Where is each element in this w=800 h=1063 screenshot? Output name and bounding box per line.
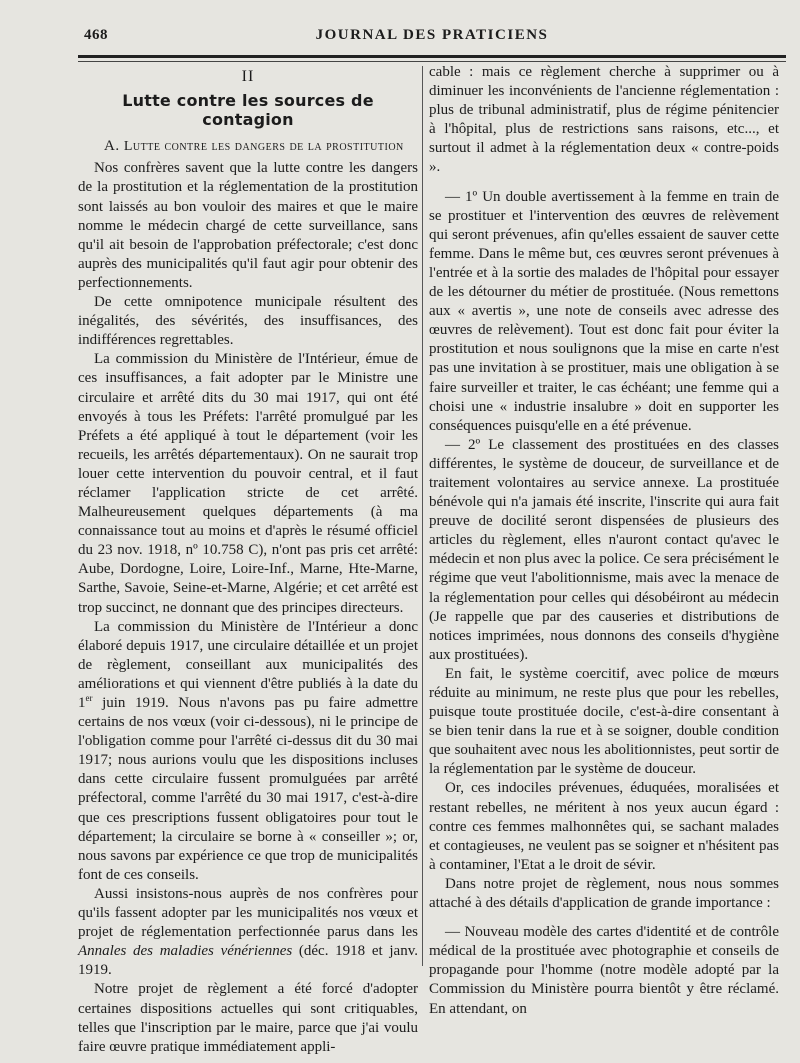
header-rule-thin <box>78 61 786 62</box>
subsection-heading <box>78 137 418 156</box>
paragraph: cable : mais ce règlement cherche à supprimer ou à diminuer les inconvénients de l'ancienne réglementation : plus de tribunal administratif, plus de régime pénitencier à l'hôpital, plus de restrictions sans raisons, etc..., et surtout il admet à la réglementation deux « contre-poids ». <box>429 64 779 176</box>
paragraph <box>78 885 418 980</box>
running-header <box>84 27 780 49</box>
spacer <box>429 178 779 188</box>
journal-title: JOURNAL DES PRATICIENS <box>315 27 549 43</box>
paragraph: Nos confrères savent que la lutte contre les dangers de la prostitution et la réglementation de la prostitution sont laissés au bon vouloir des maires et que le maire nomme le médecin chargé de cette surveillance, sans qu'il ait besoin de l'approbation préfectorale; c'est donc auprès des municipalités qu'il faut agir pour obtenir des perfectionnements. <box>78 160 418 291</box>
paragraph: — Nouveau modèle des cartes d'identité et de contrôle médical de la prostituée avec photographie et conseils de propagande pour l'homme (notre modèle adopté par la Commission du Ministère pourra bientôt y être réclamé. En attendant, on <box>429 924 779 1017</box>
paragraph: De cette omnipotence municipale résultent des inégalités, des sévérités, des insuffisances, des indifférences regrettables. <box>78 294 418 349</box>
section-title: Lutte contre les sources de contagion <box>122 91 374 130</box>
paragraph-text: Aussi insistons-nous auprès de nos confrères pour qu'ils fassent adopter par les municipalités nos vœux et projet de réglementation perfectionnée parus dans les <box>78 885 418 941</box>
paragraph-text: La commission du Ministère de l'Intérieur a donc élaboré depuis 1917, une circulaire détaillée et un projet de règlement, conseillant aux municipalités des améliorations et qui viennent d'être publiés à la date du 1 <box>78 618 418 711</box>
page-number: 468 <box>84 27 108 43</box>
paragraph <box>78 618 418 885</box>
ordinal-superscript: er <box>85 693 93 703</box>
paragraph-text: juin 1919. Nous n'avons pas pu faire admettre certains de nos vœux (voir ci-dessous), ni le principe de l'obligation comme pour l'arrêté ci-dessus dit du 30 mai 1917; nous aurions voulu que les dispositions incluses dans cette circulaire fussent promulguées par arrêté préfectoral, comme l'arrêté du 30 mai 1917, c'est-à-dire que ces prescriptions fussent obligatoires pour tout le département; la circulaire se borne à « conseiller »; or, nous savons par expérience ce que trop de municipalités font de ces conseils. <box>78 695 418 883</box>
header-rule <box>78 55 786 58</box>
right-column <box>429 63 779 1019</box>
paragraph: Dans notre projet de règlement, nous nous sommes attaché à des détails d'application de grande importance : <box>429 875 779 912</box>
journal-citation: Annales des maladies vénériennes <box>78 943 293 960</box>
paragraph: Notre projet de règlement a été forcé d'adopter certaines dispositions actuelles qui sont critiquables, telles que l'inscription par le maire, parce que j'ai voulu faire œuvre pratique immédiatement appli- <box>78 981 418 1055</box>
paragraph: La commission du Ministère de l'Intérieur, émue de ces insuffisances, a fait adopter par le Ministre une circulaire et arrêté dits du 30 mai 1917, qui ont été envoyés à tous les Préfets: l'arrêté promulgué par les Préfets a été appliqué à tout le département (voir les recueils, les arrêtés départementaux). On ne saurait trop louer cette intervention du pouvoir central, et il faut réclamer l'application stricte de cet arrêté. Malheureusement quelques départements (à ma connaissance tout au moins et d'après le résumé officiel du 23 nov. 1918, nº 10.758 C), n'ont pas pris cet arrêté: Aube, Dordogne, Loire, Loire-Inf., Marne, Hte-Marne, Sarthe, Savoie, Seine-et-Marne, Algérie; et cet arrêté est trop succinct, ne donnant que des principes directeurs. <box>78 351 418 616</box>
paragraph: Or, ces indociles prévenues, éduquées, moralisées et restant rebelles, ne méritent à nos yeux aucun égard : contre ces femmes malhonnêtes qui, se sachant malades et contagieuses, ne veulent pas se soigner et n'hésitent pas à contaminer, l'Etat a le droit de sévir. <box>429 780 779 873</box>
subsection-title: Lutte contre les dangers de la prostitution <box>123 139 404 155</box>
paragraph: — 1º Un double avertissement à la femme en train de se prostituer et l'intervention des œuvres de relèvement qui seront prévenues, afin qu'elles essaient de sauver cette femme. Dans le même but, ces œuvres seront prévenues à l'entrée et à la sortie des malades de l'hôpital pour essayer de les détourner du métier de prostituée. (Nous remettons aux « avertis », une note de conseils avec adresse des œuvres de relèvement). Tout est donc fait pour éviter la prostitution et nous soulignons que la mise en carte n'est pas une invitation à se prostituer, mais une obligation à se faire surveiller et traiter, le cas échéant; une femme qui a choisi une « industrie insalubre » doit en supporter les conséquences puisqu'elle en a été prévenue. <box>429 188 779 434</box>
section-number: II <box>241 68 255 85</box>
subsection-label: A. <box>104 138 120 155</box>
left-column <box>78 63 418 1057</box>
paragraph: — 2º Le classement des prostituées en des classes différentes, le système de douceur, de surveillance et de traitement volontaires au service annexe. La prostituée bénévole qui n'a jamais été inscrite, l'inscrite qui aura fait preuve de docilité seront dispensées de plusieurs des articles du règlement, elles n'auront contact qu'avec le médecin et non plus avec la police. Ce sera précisément le régime que veut l'abolitionnisme, mais avec la menace de la réglementation pour celles qui désobéiront au médecin (Je rappelle que par des causeries et distributions de notices imprimées, nous donnons des conseils d'hygiène aux prostituées). <box>429 436 779 663</box>
column-divider <box>422 66 423 966</box>
paragraph-text: (déc. 1918 et janv. 1919. <box>78 943 418 979</box>
paragraph: En fait, le système coercitif, avec police de mœurs réduite au minimum, ne reste plus que pour les rebelles, puisque toute prostituée docile, c'est-à-dire consentant à se bien tenir dans la rue et à se soigner, double condition que souhaitent avec nous les abolitionnistes, peut sortir de la réglementation par le système de douceur. <box>429 665 779 778</box>
spacer <box>429 913 779 923</box>
